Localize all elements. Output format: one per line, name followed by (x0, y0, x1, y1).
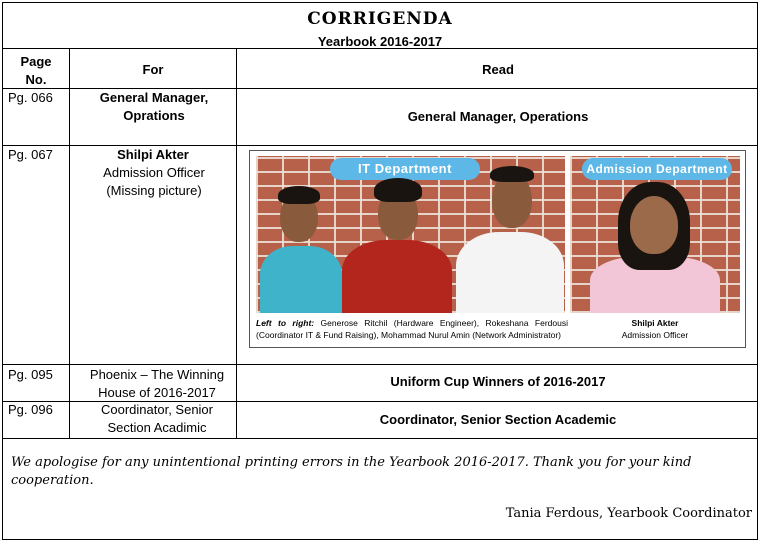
row-page: Pg. 067 (8, 147, 53, 162)
header-read: Read (482, 62, 514, 77)
row-read: Coordinator, Senior Section Academic (379, 412, 617, 427)
table-rule (69, 48, 70, 438)
signature: Tania Ferdous, Yearbook Coordinator (505, 506, 752, 521)
document-subtitle: Yearbook 2016-2017 (317, 34, 443, 49)
row-page: Pg. 095 (8, 367, 53, 382)
caption-names: Generose Ritchil (Hardware Engineer), Rokeshana Ferdousi (Coordinator IT & Fund Raising), Mohammad Nurul Amin (Network Administrator) (256, 318, 568, 340)
header-page: Page No. (20, 54, 52, 87)
right-photo-role: Admission Officer (621, 330, 689, 340)
row-for-detail: Admission Officer (Missing picture) (103, 165, 205, 198)
row-page: Pg. 066 (8, 90, 53, 105)
table-rule (3, 438, 757, 439)
caption-lead: Left to right: (256, 318, 315, 328)
table-rule (3, 48, 757, 49)
table-rule (236, 48, 237, 438)
it-department-banner: IT Department (330, 158, 480, 180)
row-for: Coordinator, Senior Section Acadimic (100, 402, 213, 435)
photo-caption (256, 317, 568, 341)
row-for: Phoenix – The Winning House of 2016-2017 (89, 367, 225, 400)
row-read: General Manager, Operations (407, 109, 589, 124)
header-for: For (142, 62, 164, 77)
row-read: Uniform Cup Winners of 2016-2017 (390, 374, 606, 389)
row-for: General Manager, Oprations (99, 90, 209, 123)
admission-department-photo (570, 156, 740, 313)
right-photo-name: Shilpi Akter (631, 318, 679, 328)
document-title: CORRIGENDA (307, 9, 453, 29)
row-page: Pg. 096 (8, 402, 53, 417)
it-department-photo (256, 156, 565, 313)
apology-note: We apologise for any unintentional printing errors in the Yearbook 2016-2017. Thank you for your kind cooperation. (11, 455, 692, 488)
row-for-name: Shilpi Akter (117, 147, 189, 162)
admission-department-banner: Admission Department (582, 158, 732, 180)
table-rule (3, 364, 757, 365)
staff-photo (249, 150, 746, 348)
